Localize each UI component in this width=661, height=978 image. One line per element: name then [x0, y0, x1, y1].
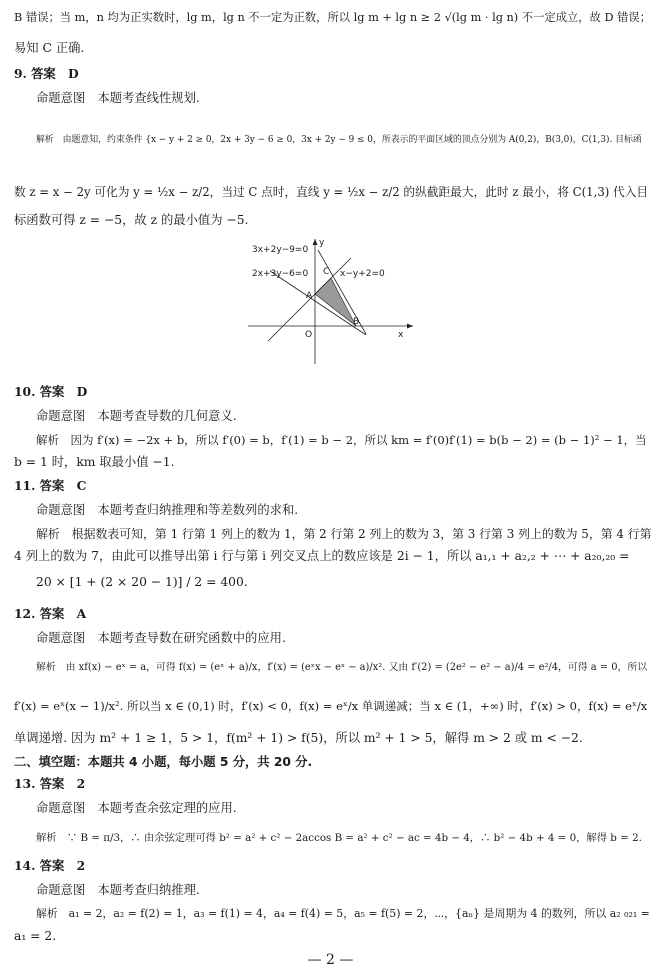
q12-analysis-1: 解析 由 xf(x) − eˣ = a，可得 f(x) = (eˣ + a)/x，f′(x) = (eˣx − eˣ − a)/x². 又由 f′(2) = (2e² − e² − a)/4 = e²/4，可得 a = 0，所以 [36, 662, 648, 673]
q14-intent: 命题意图 本题考查归纳推理. [36, 883, 200, 897]
line-q8-end: 易知 C 正确. [14, 41, 85, 55]
q11-answer: 11. 答案 C [14, 478, 87, 493]
q10-analysis-2: b = 1 时，km 取最小值 −1. [14, 455, 175, 469]
q14-answer: 14. 答案 2 [14, 858, 86, 873]
q11-analysis-3: 20 × [1 + (2 × 20 − 1)] / 2 = 400. [36, 575, 248, 589]
q12-intent: 命题意图 本题考查导数在研究函数中的应用. [36, 631, 286, 645]
q11-intent: 命题意图 本题考查归纳推理和等差数列的求和. [36, 503, 299, 517]
label-y-axis: y [319, 238, 325, 248]
q11-analysis-2: 4 列上的数为 7，由此可以推导出第 i 行与第 i 列交叉点上的数应该是 2i − 1，所以 a₁,₁ + a₂,₂ + ⋯ + a₂₀,₂₀ = [14, 549, 630, 563]
section-two-heading: 二、填空题：本题共 4 小题，每小题 5 分，共 20 分. [14, 755, 313, 769]
y-axis-arrow [313, 239, 318, 245]
label-origin: O [305, 330, 313, 340]
q12-analysis-3: 单调递增. 因为 m² + 1 ≥ 1，5 > 1，f(m² + 1) > f(5)，所以 m² + 1 > 5，解得 m > 2 或 m < −2. [14, 731, 583, 745]
q14-analysis-1: 解析 a₁ = 2，a₂ = f(2) = 1，a₃ = f(1) = 4，a₄ = f(4) = 5，a₅ = f(5) = 2，⋯，{aₙ} 是周期为 4 的数列，所以 a₂ ₀₂₁ = [36, 907, 650, 920]
line-q8-continued: B 错误；当 m，n 均为正实数时，lg m，lg n 不一定为正数，所以 lg m + lg n ≥ 2 √(lg m · lg n) 不一定成立，故 D 错误； [14, 11, 652, 24]
q13-analysis-1: 解析 ∵ B = π/3，∴ 由余弦定理可得 b² = a² + c² − 2accos B = a² + c² − ac = 4b − 4，∴ b² − 4b + 4 = 0，解得 b = 2. [36, 832, 642, 844]
label-point-c: C [323, 267, 330, 277]
q13-answer: 13. 答案 2 [14, 776, 86, 791]
feasible-region [315, 278, 356, 326]
q12-answer: 12. 答案 A [14, 606, 87, 621]
label-point-a: A [306, 291, 313, 301]
q9-intent: 命题意图 本题考查线性规划. [36, 91, 200, 105]
q11-analysis-1: 解析 根据数表可知，第 1 行第 1 列上的数为 1，第 2 行第 2 列上的数为 3，第 3 行第 3 列上的数为 5，第 4 行第 [36, 527, 652, 541]
page-number: — 2 — [307, 952, 354, 968]
q13-intent: 命题意图 本题考查余弦定理的应用. [36, 801, 237, 815]
label-line1: 3x+2y−9=0 [252, 245, 309, 255]
q10-intent: 命题意图 本题考查导数的几何意义. [36, 409, 237, 423]
label-x-axis: x [398, 330, 404, 340]
q12-analysis-2: f′(x) = eˣ(x − 1)/x². 所以当 x ∈ (0,1) 时，f′(x) < 0，f(x) = eˣ/x 单调递减；当 x ∈ (1，+∞) 时，f′(x) > 0，f(x) = eˣ/x [14, 699, 648, 713]
x-axis-arrow [407, 324, 413, 329]
label-point-b: B [353, 317, 360, 327]
q9-analysis-2: 数 z = x − 2y 可化为 y = ½x − z/2，当过 C 点时，直线 y = ½x − z/2 的纵截距最大，此时 z 最小，将 C(1,3) 代入目 [14, 185, 649, 199]
label-line2: 2x+3y−6=0 [252, 269, 309, 279]
q9-analysis-3: 标函数可得 z = −5，故 z 的最小值为 −5. [14, 213, 249, 227]
q10-analysis-1: 解析 因为 f′(x) = −2x + b，所以 f′(0) = b，f′(1) = b − 2，所以 km = f′(0)f′(1) = b(b − 2) = (b − 1)² − 1，当 [36, 433, 647, 447]
linear-programming-figure [248, 236, 418, 366]
line-2x-plus-3y-minus-6 [270, 271, 366, 335]
q14-analysis-2: a₁ = 2. [14, 929, 57, 943]
q9-analysis-1: 解析 由题意知，约束条件 {x − y + 2 ≥ 0，2x + 3y − 6 ≥ 0，3x + 2y − 9 ≤ 0，所表示的平面区域的顶点分别为 A(0,2)，B(3,0)，C(1,3). 目标函 [36, 135, 642, 145]
q10-answer: 10. 答案 D [14, 384, 88, 399]
label-line3: x−y+2=0 [340, 269, 385, 279]
q9-answer: 9. 答案 D [14, 66, 79, 81]
